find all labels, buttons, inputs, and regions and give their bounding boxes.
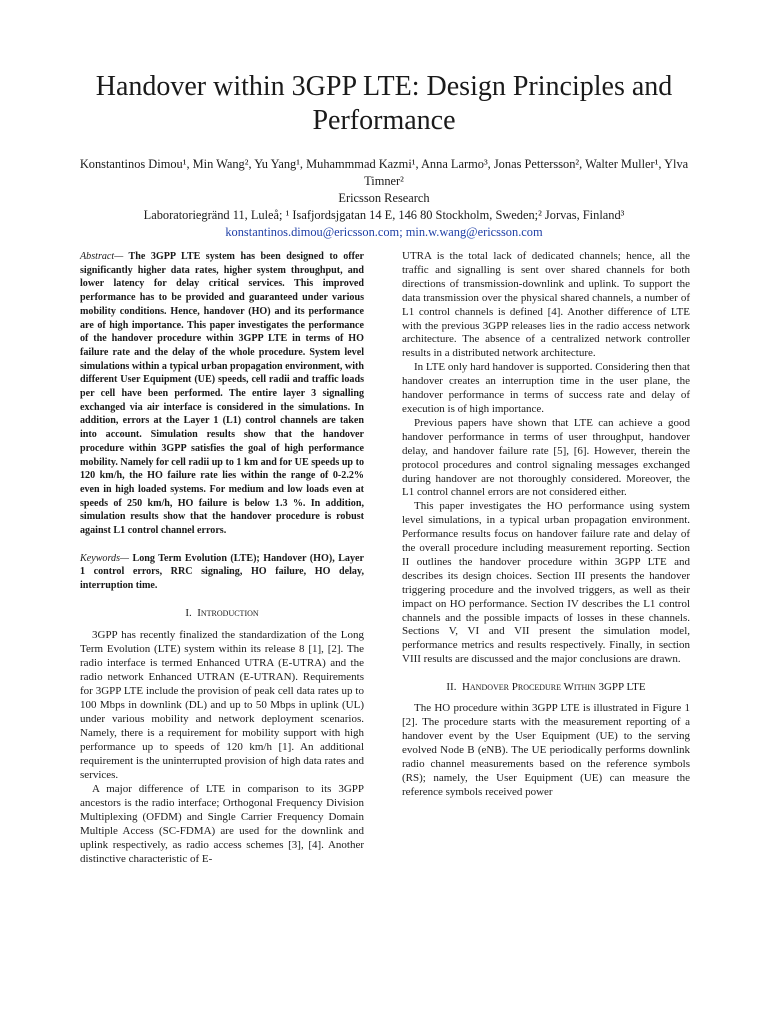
keywords <box>80 552 364 593</box>
left-column <box>80 250 364 866</box>
paper-title: Handover within 3GPP LTE: Design Principles and Performance <box>95 71 673 136</box>
keywords-label: Keywords— <box>80 552 129 564</box>
body-paragraph: In LTE only hard handover is supported. Considering then that handover creates an interruption time in the user plane, the handover performance in terms of success rate and delay of execution is of high importance. <box>402 361 690 415</box>
body-paragraph: 3GPP has recently finalized the standardization of the Long Term Evolution (LTE) system within its release 8 [1], [2]. The radio interface is termed Enhanced UTRA (E-UTRA) and the radio network Enhanced UTRAN (E-UTRAN). Requirements for 3GPP LTE include the provision of peak cell data rates up to 100 Mbps in downlink (DL) and up to 50 Mbps in uplink (UL) under various mobility and network deployment scenarios. Namely, there is a requirement for mobility support with high performance up to speeds of 120 km/h [1]. An additional requirement is the uninterrupted provision of high data rates and services. <box>80 628 364 781</box>
affiliation: Ericsson Research <box>338 191 430 205</box>
author-list: Konstantinos Dimou¹, Min Wang², Yu Yang¹, Muhammmad Kazmi¹, Anna Larmo³, Jonas Pettersson², Walter Muller¹, Ylva Timner² <box>79 157 689 188</box>
right-column <box>402 250 690 800</box>
body-paragraph: The HO procedure within 3GPP LTE is illustrated in Figure 1 [2]. The procedure starts with the measurement reporting of a handover event by the User Equipment (UE) to the serving evolved Node B (eNB). The UE periodically performs downlink radio channel measurements based on the reference symbols (RS); namely, the User Equipment (UE) can measure the reference symbols received power <box>402 702 690 798</box>
keywords-text: Long Term Evolution (LTE); Handover (HO), Layer 1 control errors, RRC signaling, HO failure, HO delay, interruption time. <box>80 552 364 592</box>
abstract-label: Abstract— <box>80 251 124 262</box>
body-paragraph: A major difference of LTE in comparison to its 3GPP ancestors is the radio interface; Orthogonal Frequency Division Multiplexing (OFDM) and Single Carrier Frequency Domain Multiple Access (SC-FDMA) are used for the downlink and uplink respectively, as radio access schemes [3], [4]. Another distinctive characteristic of E- <box>80 782 364 865</box>
body-paragraph: Previous papers have shown that LTE can achieve a good handover performance in terms of user throughput, handover delay, and handover failure rate [5], [6]. However, therein the protocol procedures and control signaling messages exchanged during handover are not thoroughly considered. Moreover, the L1 control channel errors are not considered either. <box>402 416 690 499</box>
address: Laboratoriegränd 11, Luleå; ¹ Isafjordsjgatan 14 E, 146 80 Stockholm, Sweden;² Jorvas, Finland³ <box>143 208 625 222</box>
author-block <box>70 156 698 241</box>
section-heading-introduction: I. Introduction <box>185 606 259 619</box>
abstract <box>80 250 364 538</box>
email-addresses: konstantinos.dimou@ericsson.com; min.w.wang@ericsson.com <box>225 225 543 239</box>
section-heading-handover-procedure: II. Handover Procedure Within 3GPP LTE <box>446 681 646 694</box>
abstract-text: The 3GPP LTE system has been designed to offer significantly higher data rates, higher system throughput, and lower latency for delay critical services. This improved performance has to be provided and guaranteed under various mobility conditions. Hence, handover (HO) and its performance are of high importance. This paper investigates the performance of the handover procedure within 3GPP LTE in terms of HO failure rate and the delay of the whole procedure. System level simulations within a typical urban propagation environment, with different User Equipment (UE) speeds, cell radii and traffic loads per cell have been performed. The entire layer 3 signalling exchanged via air interface is considered in the simulations. In addition, errors at the Layer 1 (L1) control channels are taken into account. Simulation results show that the handover procedure within 3GPP satisfies the goal of high performance mobility. Namely for cell radii up to 1 km and for UE speeds up to 120 km/h, the HO failure rate lies within the range of 0-2.2% even in high loaded systems. For medium and low loads even at speeds of 250 km/h, HO failure is below 1.3 %. In addition, simulation results show that the handover procedure is robust against L1 control channel errors. <box>80 251 364 537</box>
body-paragraph: This paper investigates the HO performance using system level simulations, in a typical urban propagation environment. Performance results focus on handover failure rate and delay of the overall procedure including measurement reporting. Section II outlines the handover procedure within 3GPP LTE and describes its design choices. Section III presents the handover triggering procedure and the involved triggers, as well as their impact on HO performance. Section IV describes the L1 control channels and the possible impacts of losses in these channels. Sections V, VI and VII present the simulation model, performance metrics and results respectively. Finally, in section VIII results are discussed and the major conclusions are drawn. <box>402 500 690 666</box>
body-paragraph: UTRA is the total lack of dedicated channels; hence, all the traffic and signalling is sent over shared channels for both directions of transmission-downlink and uplink. To support the data transmission over the physical shared channels, a number of L1 control channels is defined [4]. Another difference of LTE with the previous 3GPP releases lies in the radio access network architecture. The absence of a centralized network controller results in a distributed network architecture. <box>402 250 690 360</box>
